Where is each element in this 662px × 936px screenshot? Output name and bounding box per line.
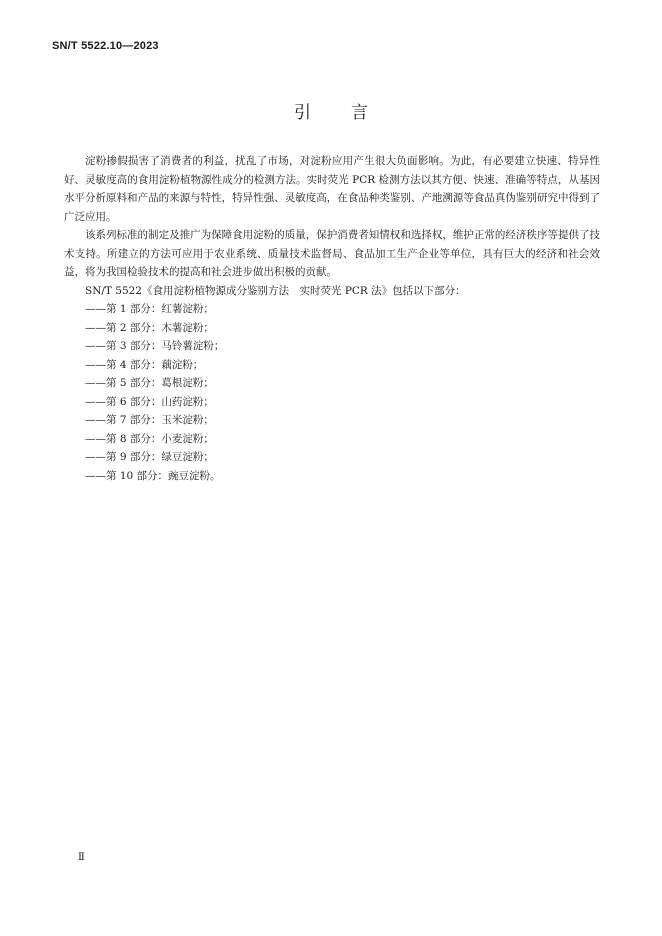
list-item: ——第 1 部分：红薯淀粉； xyxy=(85,303,214,315)
list-item: ——第 4 部分：藕淀粉； xyxy=(85,358,204,371)
paragraph-parts-intro: SN/T 5522《食用淀粉植物源成分鉴别方法 实时荧光 PCR 法》包括以下部分： xyxy=(85,284,466,297)
paragraph-background: 淀粉掺假损害了消费者的利益，扰乱了市场，对淀粉应用产生很大负面影响。为此，有必要建立快速、特异性好、灵敏度高的食用淀粉植物源性成分的检测方法。实时荧光 PCR 检测方法以其方便、快速、准确等特点，从基因水平分析原料和产品的来源与特性，特异性强、灵敏度高，在食品种类鉴别、产地溯源等食品真伪鉴别研究中得到了广泛应用。 xyxy=(64,155,600,223)
page-number: Ⅱ xyxy=(78,852,85,863)
list-item: ——第 7 部分：玉米淀粉； xyxy=(85,414,214,426)
list-item: ——第 3 部分：马铃薯淀粉； xyxy=(85,340,225,352)
list-item: ——第 6 部分：山药淀粉； xyxy=(85,395,214,408)
list-item: ——第 5 部分：葛根淀粉； xyxy=(85,377,214,389)
list-item: ——第 2 部分：木薯淀粉； xyxy=(85,321,214,334)
list-item: ——第 8 部分：小麦淀粉； xyxy=(85,432,214,445)
parts-list xyxy=(64,300,600,485)
paragraph-significance: 该系列标准的制定及推广为保障食用淀粉的质量，保护消费者知情权和选择权，维护正常的经济秩序等提供了技术支持。所建立的方法可应用于农业系统、质量技术监督局、食品加工生产企业等单位，具有巨大的经济和社会效益，将为我国检验技术的提高和社会进步做出积极的贡献。 xyxy=(64,229,600,278)
list-item: ——第 9 部分：绿豆淀粉； xyxy=(85,451,214,463)
list-item: ——第 10 部分：豌豆淀粉。 xyxy=(85,469,221,482)
page-title: 引言 xyxy=(294,103,408,123)
standard-code-header: SN/T 5522.10—2023 xyxy=(52,40,159,52)
document-body xyxy=(64,152,600,485)
